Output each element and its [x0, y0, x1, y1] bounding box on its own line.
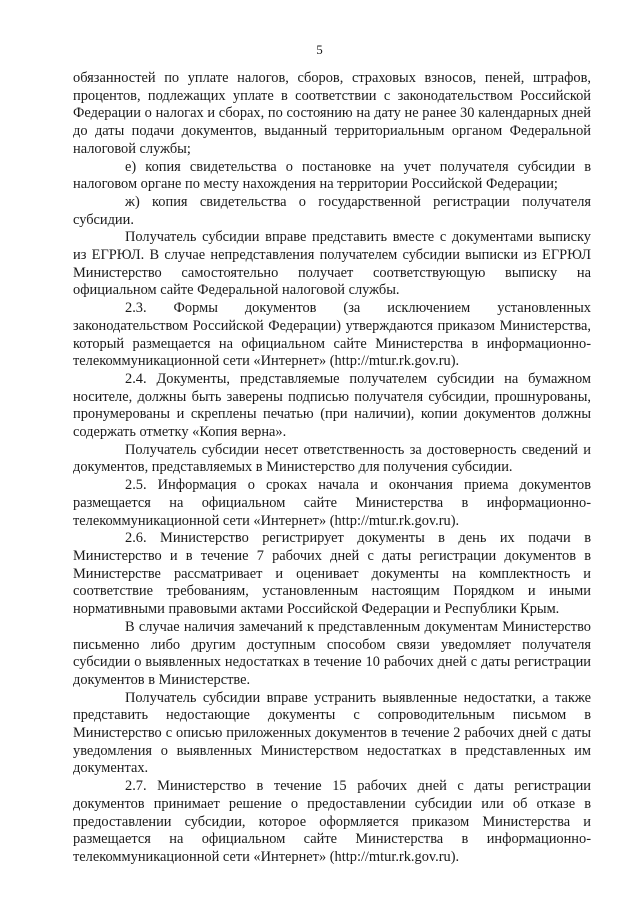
paragraph-2-4: 2.4. Документы, представляемые получателем субсидии на бумажном носителе, должны быть заверены подписью получателя субсидии, прошнурованы, пронумерованы и скреплены печатью (при наличии), копии документов должны содержать отметку «Копия верна».: [73, 370, 591, 441]
paragraph-2-6: 2.6. Министерство регистрирует документы в день их подачи в Министерство и в течение 7 рабочих дней с даты регистрации документов в Министерстве рассматривает и оценивает документы на комплектность и соответствие требованиям, установленным настоящим Порядком и иными нормативными правовыми актами Российской Федерации и Республики Крым.: [73, 530, 591, 618]
paragraph-2-7: 2.7. Министерство в течение 15 рабочих дней с даты регистрации документов принимает решение о предоставлении субсидии или об отказе в предоставлении субсидии, которое оформляется приказом Министерства и размещается на официальном сайте Министерства в информационно-телекоммуникационной сети «Интернет» (http://mtur.rk.gov.ru).: [73, 778, 591, 865]
paragraph-continuation: обязанностей по уплате налогов, сборов, страховых взносов, пеней, штрафов, процентов, подлежащих уплате в соответствии с законодательством Российской Федерации о налогах и сборах, по состоянию на дату не ранее 30 календарных дней до даты подачи документов, выданный территориальным органом Федеральной налоговой службы;: [73, 70, 591, 157]
page-number: 5: [316, 42, 323, 57]
paragraph-item-e: е) копия свидетельства о постановке на учет получателя субсидии в налоговом органе по месту нахождения на территории Российской Федерации;: [73, 158, 591, 193]
paragraph-remarks: В случае наличия замечаний к представленным документам Министерство письменно либо другим доступным способом связи уведомляет получателя субсидии о выявленных недостатках в течение 10 рабочих дней с даты регистрации документов в Министерстве.: [73, 618, 591, 688]
document-body: [73, 70, 591, 867]
paragraph-corrections: Получатель субсидии вправе устранить выявленные недостатки, а также представить недостающие документы с сопроводительным письмом в Министерство с описью приложенных документов в течение 2 рабочих дней с даты уведомления о выявленных Министерством недостатках в представленных им документах.: [73, 689, 591, 777]
paragraph-responsibility: Получатель субсидии несет ответственность за достоверность сведений и документов, представляемых в Министерство для получения субсидии.: [73, 441, 591, 476]
paragraph-item-zh: ж) копия свидетельства о государственной регистрации получателя субсидии.: [73, 193, 591, 228]
paragraph-2-3: 2.3. Формы документов (за исключением установленных законодательством Российской Федерации) утверждаются приказом Министерства, который размещается на официальном сайте Министерства в информационно-телекоммуникационной сети «Интернет» (http://mtur.rk.gov.ru).: [73, 300, 591, 370]
paragraph-2-5: 2.5. Информация о сроках начала и окончания приема документов размещается на официальном сайте Министерства в информационно-телекоммуникационной сети «Интернет» (http://mtur.rk.gov.ru).: [73, 477, 591, 529]
paragraph-egrul: Получатель субсидии вправе представить вместе с документами выписку из ЕГРЮЛ. В случае непредставления получателем субсидии выписки из ЕГРЮЛ Министерство самостоятельно получает соответствующую выписку на официальном сайте Федеральной налоговой службы.: [73, 229, 591, 299]
